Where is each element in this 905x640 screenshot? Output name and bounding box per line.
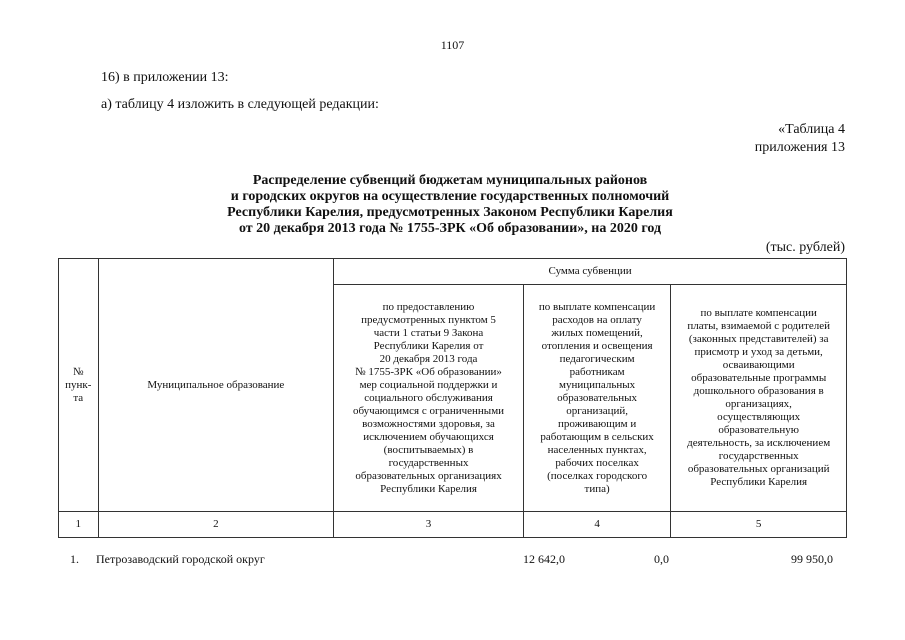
table-ref-line: «Таблица 4 [778,122,845,137]
table-reference [755,121,845,157]
row-value-col3: 12 642,0 [523,552,565,566]
header-col4: по выплате компенсации расходов на оплату жилых помещений, отопления и освещения педагогическим работникам муниципальных образовательных организаций, проживающим и работающим в сельских населенных пунктах, рабочих поселках (поселках городского типа) [523,285,670,512]
row-municipality: Петрозаводский городской округ [96,552,265,566]
table-title [150,173,750,237]
column-number: 4 [523,512,670,538]
header-sum: Сумма субвенции [334,259,847,285]
row-value-col5: 99 950,0 [791,552,833,566]
title-line: от 20 декабря 2013 года № 1755-ЗРК «Об образовании», на 2020 год [238,221,662,236]
header-no: № пунк- та [59,259,99,512]
title-line: Республики Карелия, предусмотренных Законом Республики Карелия [227,205,673,220]
title-line: и городских округов на осуществление государственных полномочий [230,189,670,204]
column-number: 3 [334,512,524,538]
header-col5: по выплате компенсации платы, взимаемой с родителей (законных представителей) за присмотр и уход за детьми, осваивающими образовательные программы дошкольного образования в организациях, осуществляющих образовательную деятельность, за исключением государственных образовательных организаций Республики Карелия [671,285,847,512]
column-number: 1 [59,512,99,538]
paragraph-a: а) таблицу 4 изложить в следующей редакции: [101,97,379,112]
subvention-table [58,258,847,538]
header-municipality: Муниципальное образование [98,259,334,512]
page-number: 1107 [440,38,465,52]
row-value-col4: 0,0 [654,552,669,566]
table-ref-line: приложения 13 [754,140,845,155]
header-col3: по предоставлению предусмотренных пунктом 5 части 1 статьи 9 Закона Республики Карелия от 20 декабря 2013 года № 1755-ЗРК «Об образовании» мер социальной поддержки и социального обслуживания обучающимся с ограниченными возможностями здоровья, за исключением обучающихся (воспитываемых) в государственных образовательных организациях Республики Карелия [334,285,524,512]
row-number: 1. [70,552,79,566]
title-line: Распределение субвенций бюджетам муниципальных районов [252,173,648,188]
column-number: 2 [98,512,334,538]
paragraph-16: 16) в приложении 13: [101,70,229,85]
units-label: (тыс. рублей) [765,240,845,255]
column-number: 5 [671,512,847,538]
